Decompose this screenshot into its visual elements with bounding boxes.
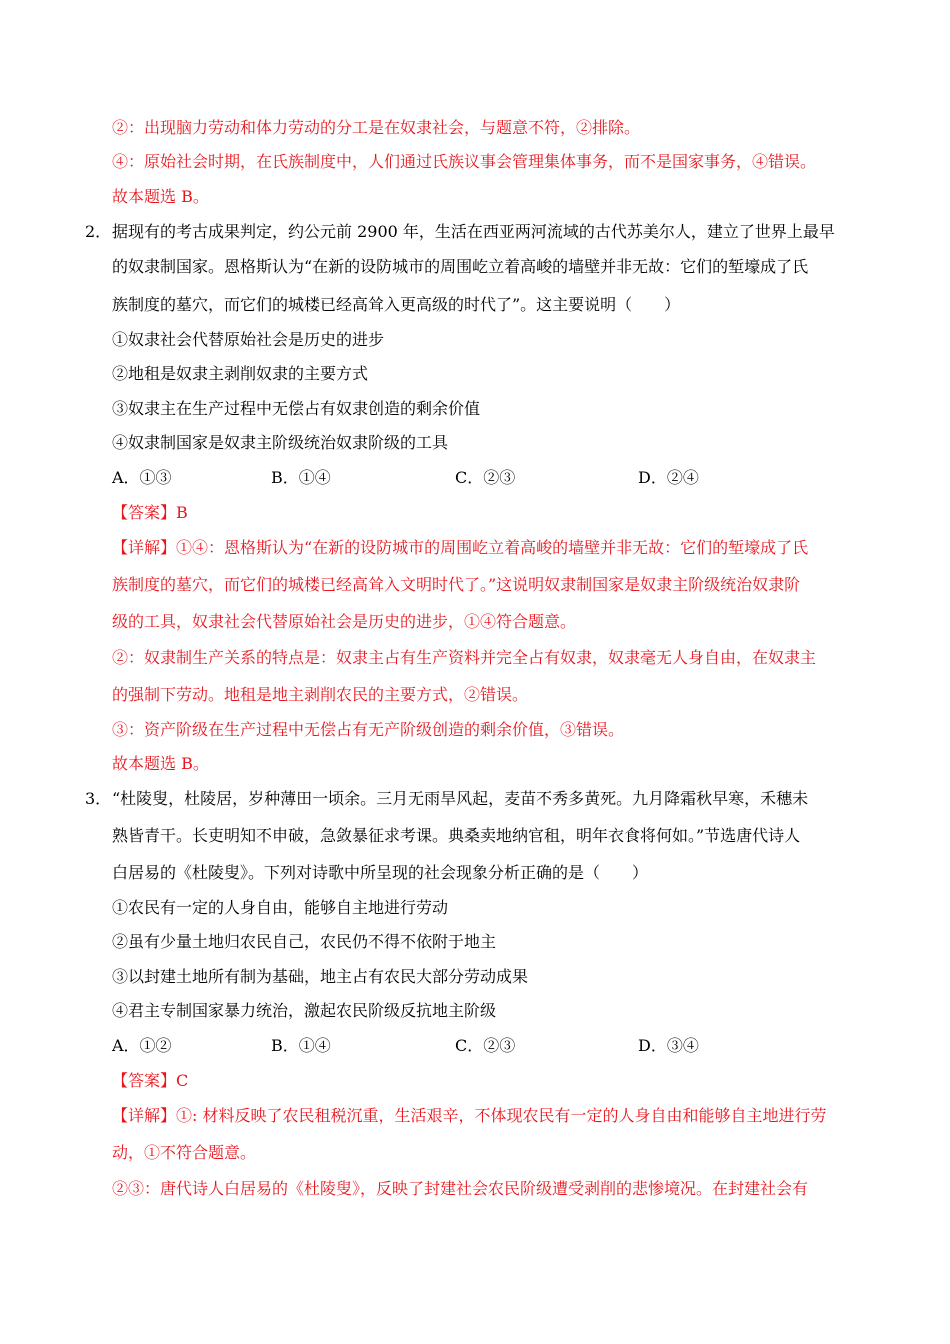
- question-2-detail-5: 的强制下劳动。地租是地主剥削农民的主要方式，②错误。: [112, 685, 529, 704]
- question-3-option-a: A．①②: [112, 1036, 172, 1055]
- question-2-item-1: ①奴隶社会代替原始社会是历史的进步: [112, 330, 385, 349]
- question-2-answer: 【答案】B: [112, 503, 188, 522]
- question-2-stem-3: 族制度的墓穴，而它们的城楼已经高耸入更高级的时代了”。这主要说明（ ）: [112, 295, 681, 314]
- question-3-number: 3．: [85, 789, 112, 808]
- question-2-detail-2: 族制度的墓穴，而它们的城楼已经高耸入文明时代了。”这说明奴隶制国家是奴隶主阶级统治奴隶阶: [112, 575, 801, 594]
- question-2-detail-4: ②：奴隶制生产关系的特点是：奴隶主占有生产资料并完全占有奴隶，奴隶毫无人身自由，在奴隶主: [112, 648, 817, 667]
- question-3-item-1: ①农民有一定的人身自由，能够自主地进行劳动: [112, 898, 449, 917]
- question-2-item-3: ③奴隶主在生产过程中无偿占有奴隶创造的剩余价值: [112, 399, 481, 418]
- question-2-option-b: B．①④: [271, 468, 331, 487]
- question-3-item-4: ④君主专制国家暴力统治，激起农民阶级反抗地主阶级: [112, 1001, 497, 1020]
- prev-conclusion: 故本题选 B。: [112, 187, 209, 206]
- question-3-item-3: ③以封建土地所有制为基础，地主占有农民大部分劳动成果: [112, 967, 529, 986]
- question-2-option-a: A．①③: [112, 468, 172, 487]
- question-3-stem-3: 白居易的《杜陵叟》。下列对诗歌中所呈现的社会现象分析正确的是（ ）: [112, 863, 649, 882]
- question-3-detail-2: 动，①不符合题意。: [112, 1143, 257, 1162]
- question-3-detail-1: 【详解】①: 材料反映了农民租税沉重，生活艰辛，不体现农民有一定的人身自由和能够自主地进行劳: [112, 1106, 827, 1125]
- question-2-detail-1: 【详解】①④：恩格斯认为“在新的设防城市的周围屹立着高峻的墙壁并非无故：它们的堑壕成了氏: [112, 538, 809, 557]
- question-2-conclusion: 故本题选 B。: [112, 754, 209, 773]
- prev-detail-line-1: ②：出现脑力劳动和体力劳动的分工是在奴隶社会，与题意不符，②排除。: [112, 118, 641, 137]
- question-2-option-c: C．②③: [455, 468, 516, 487]
- question-2-item-4: ④奴隶制国家是奴隶主阶级统治奴隶阶级的工具: [112, 433, 449, 452]
- question-3-detail-3: ②③：唐代诗人白居易的《杜陵叟》，反映了封建社会农民阶级遭受剥削的悲惨境况。在封建社会有: [112, 1179, 809, 1198]
- question-2-stem-1: 据现有的考古成果判定，约公元前 2900 年，生活在西亚两河流域的古代苏美尔人，建立了世界上最早: [112, 222, 835, 241]
- question-3-option-d: D．③④: [638, 1036, 699, 1055]
- question-2-detail-6: ③：资产阶级在生产过程中无偿占有无产阶级创造的剩余价值，③错误。: [112, 720, 625, 739]
- question-2-option-d: D．②④: [638, 468, 699, 487]
- question-2-number: 2．: [85, 222, 112, 241]
- question-2-stem-2: 的奴隶制国家。恩格斯认为“在新的设防城市的周围屹立着高峻的墙壁并非无故：它们的堑壕成了氏: [112, 257, 809, 276]
- question-2-item-2: ②地租是奴隶主剥削奴隶的主要方式: [112, 364, 369, 383]
- question-2-detail-3: 级的工具，奴隶社会代替原始社会是历史的进步，①④符合题意。: [112, 612, 577, 631]
- question-3-stem-1: “杜陵叟，杜陵居，岁种薄田一顷余。三月无雨旱风起，麦苗不秀多黄死。九月降霜秋早寒，禾穗未: [112, 789, 809, 808]
- question-3-item-2: ②虽有少量土地归农民自己，农民仍不得不依附于地主: [112, 932, 497, 951]
- question-3-option-b: B．①④: [271, 1036, 331, 1055]
- question-3-answer: 【答案】C: [112, 1071, 189, 1090]
- question-3-stem-2: 熟皆青干。长吏明知不申破，急敛暴征求考课。典桑卖地纳官租，明年衣食将何如。”节选唐代诗人: [112, 826, 801, 845]
- question-3-option-c: C．②③: [455, 1036, 516, 1055]
- prev-detail-line-2: ④：原始社会时期，在氏族制度中，人们通过氏族议事会管理集体事务，而不是国家事务，④错误。: [112, 152, 817, 171]
